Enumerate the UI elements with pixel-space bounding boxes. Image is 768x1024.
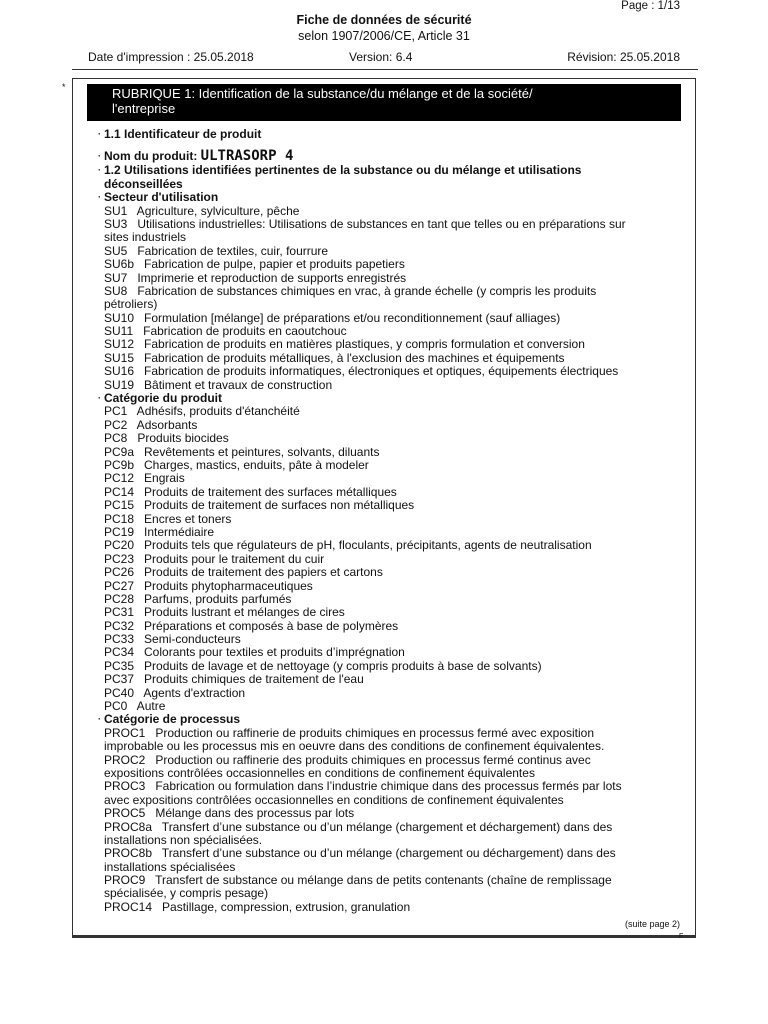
product-category-heading: · Catégorie du produit	[98, 391, 222, 406]
sector-line: pétroliers)	[104, 297, 158, 312]
sector-line: sites industriels	[104, 230, 187, 245]
subsection-1-2: · 1.2 Utilisations identifiées pertinentes de la substance ou du mélange et utilisations	[98, 163, 582, 178]
version: Version: 6.4	[349, 50, 413, 64]
product-category-list	[104, 405, 679, 713]
section-title-line-1: RUBRIQUE 1: Identification de la substance/du mélange et de la société/	[112, 86, 533, 101]
sector-line: SU8 Fabrication de substances chimiques en vrac, à grande échelle (y compris les produits	[104, 283, 597, 298]
sector-line: SU11 Fabrication de produits en caoutchouc	[104, 324, 347, 339]
product-category-line: PC2 Adsorbants	[104, 417, 198, 432]
process-category-line: installations non spécialisées.	[104, 832, 263, 847]
sector-line: SU6b Fabrication de pulpe, papier et produits papetiers	[104, 257, 405, 272]
document-subtitle: selon 1907/2006/CE, Article 31	[298, 29, 470, 43]
sector-line: SU7 Imprimerie et reproduction de supports enregistrés	[104, 270, 407, 285]
process-category-line: PROC2 Production ou raffinerie des produits chimiques en processus fermé continus avec	[104, 752, 591, 767]
document-title: Fiche de données de sécurité	[296, 13, 472, 27]
product-name-label: Nom du produit:	[104, 149, 198, 164]
process-category-line: spécialisée, y compris pesage)	[104, 886, 269, 901]
product-category-line: PC26 Produits de traitement des papiers et cartons	[104, 565, 383, 580]
product-category-line: PC9b Charges, mastics, enduits, pâte à modeler	[104, 457, 369, 472]
product-name-row: · Nom du produit: ULTRASORP 4	[98, 148, 294, 165]
product-category-line: PC34 Colorants pour textiles et produits d’imprégnation	[104, 645, 405, 660]
sector-line: SU15 Fabrication de produits métalliques, à l'exclusion des machines et équipements	[104, 350, 565, 365]
sector-line: SU16 Fabrication de produits informatiques, électroniques et optiques, équipements électriques	[104, 364, 619, 379]
process-category-line: PROC1 Production ou raffinerie de produits chimiques en processus fermé avec exposition	[104, 725, 595, 740]
product-name: ULTRASORP 4	[200, 148, 294, 165]
process-category-line: PROC3 Fabrication ou formulation dans l’industrie chimique dans des processus fermés par lots	[104, 779, 622, 794]
section-content	[98, 127, 679, 914]
product-category-line: PC33 Semi-conducteurs	[104, 632, 241, 647]
process-category-list	[104, 727, 679, 914]
sector-line: SU19 Bâtiment et travaux de construction	[104, 377, 333, 392]
subsection-1-2-cont: déconseillées	[104, 176, 183, 191]
process-category-line: improbable ou les processus mis en oeuvre dans des conditions de confinement équivalentes.	[104, 739, 605, 754]
product-category-line: PC27 Produits phytopharmaceutiques	[104, 578, 313, 593]
process-category-line: PROC9 Transfert de substance ou mélange dans de petits contenants (chaîne de remplissage	[104, 873, 612, 888]
sector-line: SU12 Fabrication de produits en matières plastiques, y compris formulation et conversion	[104, 337, 585, 352]
product-category-line: PC40 Agents d'extraction	[104, 685, 246, 700]
process-category-line: PROC8a Transfert d’une substance ou d’un mélange (chargement et déchargement) dans des	[104, 819, 613, 834]
product-category-line: PC35 Produits de lavage et de nettoyage (y compris produits à base de solvants)	[104, 658, 542, 673]
page-number: Page : 1/13	[621, 0, 680, 12]
subsection-1-1: · 1.1 Identificateur de produit	[98, 127, 262, 141]
section-title-line-2: l'entreprise	[112, 101, 176, 116]
product-category-line: PC31 Produits lustrant et mélanges de cires	[104, 605, 345, 620]
revision-date: Révision: 25.05.2018	[567, 50, 680, 64]
product-category-line: PC8 Produits biocides	[104, 431, 229, 446]
product-category-line: PC23 Produits pour le traitement du cuir	[104, 551, 325, 566]
process-category-line: avec expositions contrôlées occasionnelles en conditions de confinement équivalentes	[104, 792, 564, 807]
continued-note: (suite page 2)	[624, 919, 680, 929]
product-category-line: PC37 Produits chimiques de traitement de l'eau	[104, 672, 364, 687]
product-category-line: PC18 Encres et toners	[104, 511, 232, 526]
frame-mark: F	[679, 933, 684, 940]
process-category-line: PROC5 Mélange dans des processus par lots	[104, 806, 355, 821]
product-category-line: PC28 Parfums, produits parfumés	[104, 591, 292, 606]
sector-line: SU5 Fabrication de textiles, cuir, fourrure	[104, 243, 329, 258]
product-category-line: PC32 Préparations et composés à base de polymères	[104, 618, 399, 633]
section-1-header	[87, 84, 681, 121]
product-category-line: PC9a Revêtements et peintures, solvants, diluants	[104, 444, 380, 459]
process-category-line: PROC14 Pastillage, compression, extrusion, granulation	[104, 899, 411, 914]
product-category-line: PC14 Produits de traitement des surfaces métalliques	[104, 484, 397, 499]
sector-line: SU1 Agriculture, sylviculture, pêche	[104, 203, 300, 218]
process-category-line: expositions contrôlées occasionnelles en conditions de confinement équivalentes	[104, 765, 535, 780]
sector-line: SU3 Utilisations industrielles: Utilisations de substances en tant que telles ou en préparations sur	[104, 216, 626, 231]
product-category-line: PC19 Intermédiaire	[104, 524, 215, 539]
process-category-line: PROC8b Transfert d’une substance ou d’un mélange (chargement ou déchargement) dans des	[104, 846, 616, 861]
sector-list	[104, 205, 679, 392]
process-category-line: installations spécialisées	[104, 859, 236, 874]
product-category-line: PC1 Adhésifs, produits d'étanchéité	[104, 404, 300, 419]
header-divider	[72, 69, 698, 70]
product-category-line: PC20 Produits tels que régulateurs de pH, floculants, précipitants, agents de neutralisation	[104, 538, 592, 553]
print-date: Date d'impression : 25.05.2018	[88, 50, 254, 64]
process-category-heading: · Catégorie de processus	[98, 712, 241, 727]
sector-line: SU10 Formulation [mélange] de préparations et/ou reconditionnement (sauf alliages)	[104, 310, 561, 325]
product-category-line: PC15 Produits de traitement de surfaces non métalliques	[104, 498, 415, 513]
revision-star-mark: *	[62, 82, 66, 92]
product-category-line: PC12 Engrais	[104, 471, 185, 486]
sector-heading: · Secteur d'utilisation	[98, 190, 219, 205]
product-category-line: PC0 Autre	[104, 699, 166, 714]
